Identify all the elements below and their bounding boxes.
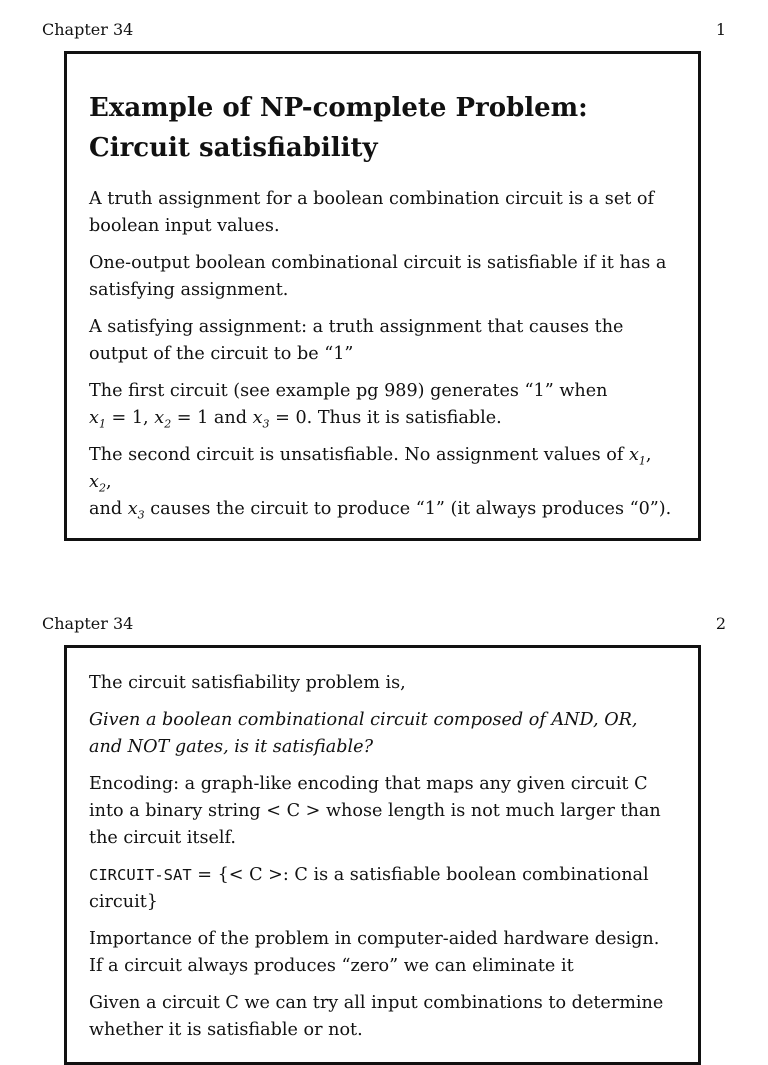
page-2-number: 2 [715,614,726,633]
var-x2: $x_2$ [154,408,172,431]
slide-1-paragraph-4: The first circuit (see example pg 989) generates “1” when $x_1 = 1$, $x_2 = 1$ and $x_3 = 0$. Thus it is satisfiable. [89,381,608,431]
slide-1-paragraph-3: A satisfying assignment: a truth assignment that causes the output of the circuit to be “1” [89,317,624,364]
var-x3: $x_3$ [252,408,270,431]
slide-1-paragraph-5: The second circuit is unsatisfiable. No assignment values of $x_1$, $x_2$, and $x_3$ causes the circuit to produce “1” (it always produces “0”). [89,445,672,522]
slide-1-title [89,88,676,168]
var-x2: $x_2$ [89,472,106,495]
var-x1: $x_1$ [628,445,646,468]
slide-2-paragraph-6: Given a circuit C we can try all input combinations to determine whether it is satisfiable or not. [89,993,664,1040]
slide-2-paragraph-1: The circuit satisfiability problem is, [89,673,406,693]
slide-1 [64,51,701,541]
page-2-header [42,614,726,634]
page-1-number: 1 [715,20,726,39]
page-1-header [42,20,726,40]
slide-1-paragraph-2: One-output boolean combinational circuit is satisfiable if it has a satisfying assignment. [89,253,667,300]
page-1-chapter-label: Chapter 34 [42,20,134,39]
slide-2-paragraph-5: Importance of the problem in computer-aided hardware design. If a circuit always produces “zero” we can eliminate it [89,929,660,976]
slide-2-paragraph-4: CIRCUIT-SAT = {< C >: C is a satisfiable boolean combinational circuit} [89,865,649,912]
slide-2-paragraph-3: Encoding: a graph-like encoding that maps any given circuit C into a binary string < C > whose length is not much larger than the circuit itself. [89,774,661,848]
slide-1-title-line-1: Example of NP-complete Problem: [89,93,588,123]
var-x3: $x_3$ [127,499,145,522]
slide-1-paragraph-1: A truth assignment for a boolean combination circuit is a set of boolean input values. [89,189,655,236]
slide-2 [64,645,701,1065]
page-2-chapter-label: Chapter 34 [42,614,134,633]
slide-2-paragraph-2: Given a boolean combinational circuit composed of AND, OR, and NOT gates, is it satisfiable? [89,710,638,757]
var-x1: $x_1$ [89,408,106,431]
p4-text: The first circuit (see example pg 989) generates “1” when [89,381,608,401]
circuit-sat-label: CIRCUIT-SAT [89,866,192,884]
slide-1-title-line-2: Circuit satisfiability [89,133,378,163]
